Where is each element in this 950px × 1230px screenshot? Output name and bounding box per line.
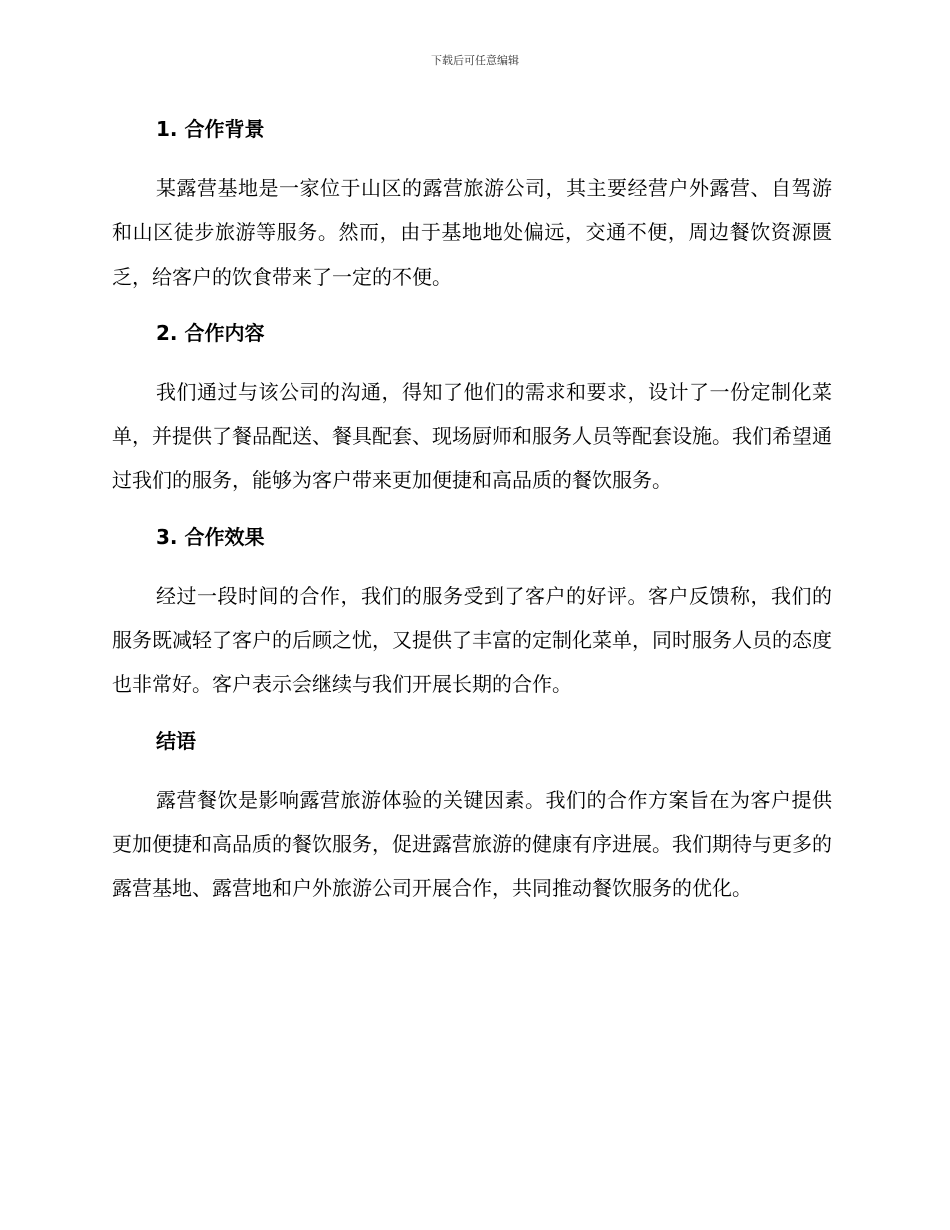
spacer <box>112 557 832 574</box>
section-paragraph-conclusion: 露营餐饮是影响露营旅游体验的关键因素。我们的合作方案旨在为客户提供更加便捷和高品质的餐饮服务，促进露营旅游的健康有序进展。我们期待与更多的露营基地、露营地和户外旅游公司开展合作，共同推动餐饮服务的优化。 <box>112 787 832 901</box>
spacer <box>112 353 832 370</box>
spacer <box>112 299 832 313</box>
section-heading-effect: 3. 合作效果 <box>156 524 265 549</box>
page-header: 下载后可任意编辑 <box>431 54 519 67</box>
section-paragraph-content: 我们通过与该公司的沟通，得知了他们的需求和要求，设计了一份定制化菜单，并提供了餐品配送、餐具配套、现场厨师和服务人员等配套设施。我们希望通过我们的服务，能够为客户带来更加便捷和高品质的餐饮服务。 <box>112 379 832 493</box>
section-heading-content: 2. 合作内容 <box>156 320 265 345</box>
section-heading-background: 1. 合作背景 <box>156 117 265 141</box>
section-heading-conclusion: 结语 <box>156 728 196 753</box>
spacer <box>112 503 832 517</box>
spacer <box>112 149 832 166</box>
spacer <box>112 761 832 778</box>
section-paragraph-background: 某露营基地是一家位于山区的露营旅游公司，其主要经营户外露营、自驾游和山区徒步旅游等服务。然而，由于基地地处偏远，交通不便，周边餐饮资源匮乏，给客户的饮食带来了一定的不便。 <box>112 176 832 289</box>
document-body <box>112 109 832 911</box>
spacer <box>112 707 832 721</box>
section-paragraph-effect: 经过一段时间的合作，我们的服务受到了客户的好评。客户反馈称，我们的服务既减轻了客户的后顾之忧，又提供了丰富的定制化菜单，同时服务人员的态度也非常好。客户表示会继续与我们开展长期的合作。 <box>112 583 832 697</box>
